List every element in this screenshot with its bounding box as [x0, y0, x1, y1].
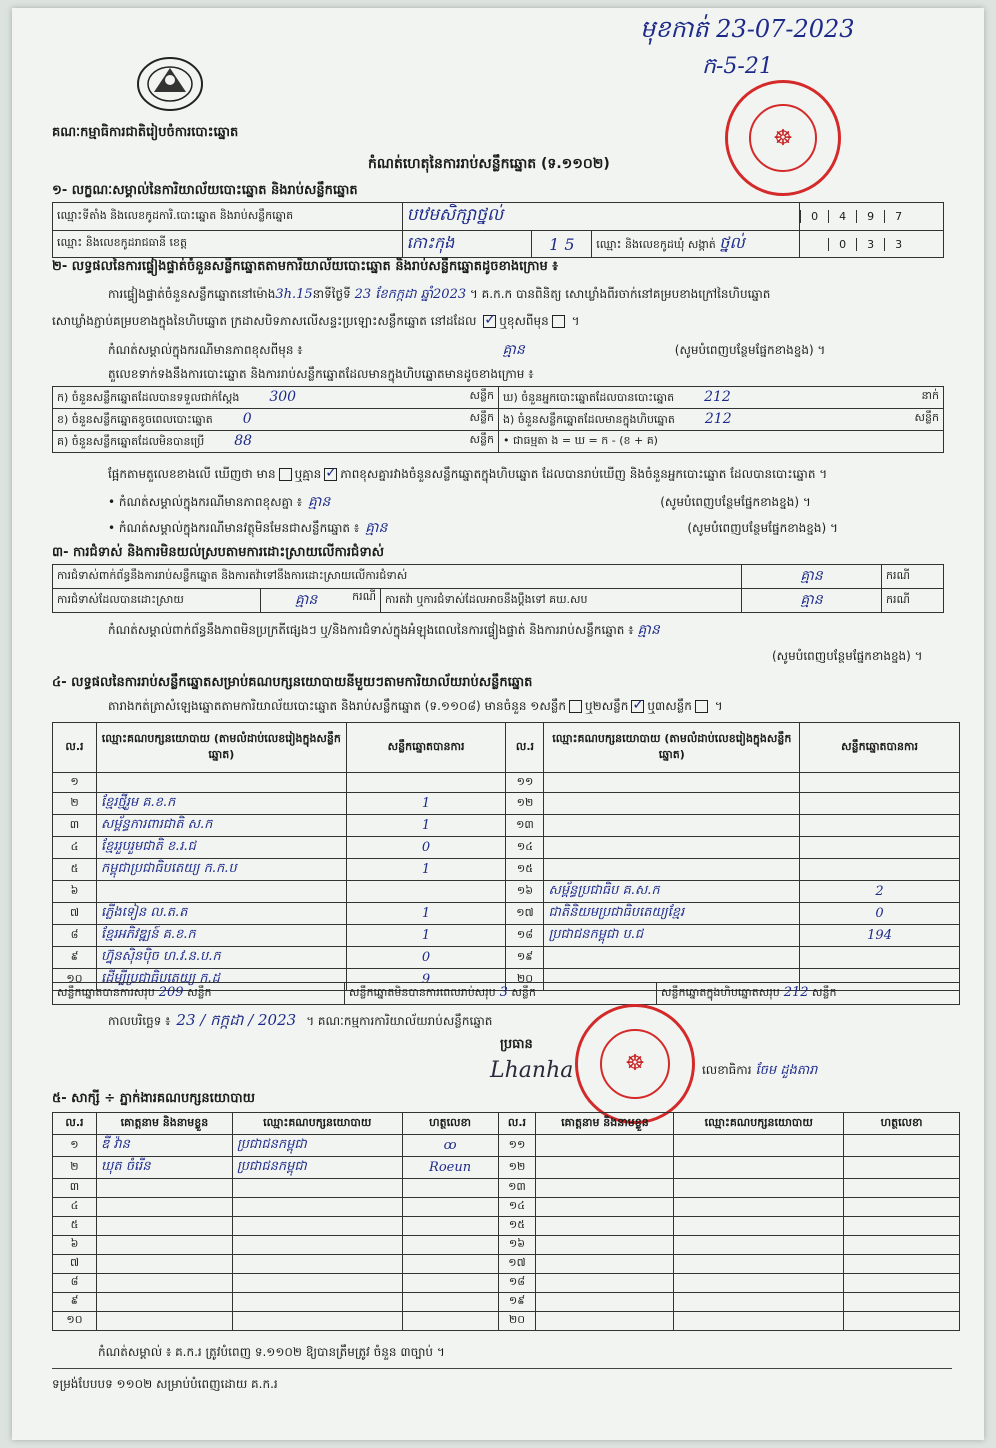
station-info-table	[52, 202, 944, 258]
commune-number: 0 3 3	[800, 231, 944, 258]
cell-party2: ប្រជាជនកម្ពុជា ប.ជ	[544, 925, 800, 947]
cell-no2: ១៦	[506, 881, 544, 903]
cell-votes2: 2	[800, 881, 960, 903]
cell-party: ភ្លើងទៀន ល.ត.ត	[96, 903, 346, 925]
cell-sign: Roeun	[402, 1157, 498, 1179]
section-5-heading: ៥- សាក្សី ÷ ភ្នាក់ងារគណបក្សនយោបាយ	[52, 1091, 255, 1106]
intro-checkbox-2[interactable]	[631, 700, 644, 713]
cell-party	[96, 773, 346, 793]
cell-no2: ១៥	[498, 1217, 536, 1236]
form-title: កំណត់ហេតុនៃការរាប់សន្លឹកឆ្នោត (ទ.១១០២)	[368, 156, 610, 172]
section-1-heading: ១- លក្ខណៈសម្គាល់នៃការិយាល័យបោះឆ្នោត និងរាប់សន្លឹកឆ្នោត	[52, 183, 358, 198]
cell-party: ខ្មែររួបរួមជាតិ ខ.រ.ជ	[96, 837, 346, 859]
cell-empty	[674, 1274, 844, 1293]
cell-no: ៧	[53, 903, 97, 925]
table-row	[53, 1157, 960, 1179]
s2-line-2: សោឃ្លាំងភ្ជាប់គម្របខាងក្នុងនៃហិបឆ្នោត ក្រដាសបិទភាសលើសន្ទះប្រឡោះសន្លឹកឆ្នោត នៅដដែល ✓ ឬខុសពីមុន ។	[52, 313, 579, 329]
s2-note-line: កំណត់សម្គាល់ក្នុងករណីមានភាពខុសពីមុន ៖ គ្មាន (សូមបំពេញបន្ថែមផ្នែកខាងខ្នង) ។	[108, 342, 826, 358]
cell-party2	[544, 947, 800, 969]
cell-votes	[346, 881, 506, 903]
table-row	[53, 903, 960, 925]
table-row	[53, 859, 960, 881]
section-2-heading: ២- លទ្ធផលនៃការផ្ទៀងផ្ទាត់ចំនួនសន្លឹកឆ្នោតតាមការិយាល័យបោះឆ្នោត និងរាប់សន្លឹកឆ្នោតដូចខាងក្រោម ៖	[52, 259, 558, 274]
cell-empty	[844, 1255, 960, 1274]
polling-station-stamp-icon: ☸	[575, 1004, 695, 1124]
s2-comparison: ផ្អែកតាមតួលេខខាងលើ ឃើញថា មាន ឬគ្មាន✓ ភាពខុសគ្នារវាងចំនួនសន្លឹកឆ្នោតក្នុងហិបឆ្នោត ដែលបានរាប់ឃើញ និងចំនួនអ្នកបោះឆ្នោត ដែលបានបោះឆ្នោត ។	[108, 466, 827, 482]
cell-no2: ១១	[506, 773, 544, 793]
cell-party	[232, 1255, 402, 1274]
cell-no: ៣	[53, 1179, 97, 1198]
cell-votes2: 194	[800, 925, 960, 947]
cell-no: ៧	[53, 1255, 97, 1274]
cell-party: ខ្មែរអភិវឌ្ឍន៍ គ.ខ.ក	[96, 925, 346, 947]
cell-party2: សម្ព័ន្ធប្រជាធិប គ.ស.ក	[544, 881, 800, 903]
difference-checkbox[interactable]	[324, 468, 337, 481]
cell-name	[96, 1217, 232, 1236]
official-stamp-icon: ☸	[725, 80, 841, 196]
cell-party2: ជាតិនិយមប្រជាធិបតេយ្យខ្មែរ	[544, 903, 800, 925]
cell-no: ៨	[53, 1274, 97, 1293]
cell-empty	[844, 1312, 960, 1331]
cell-party: ប្រជាជនកម្ពុជា	[232, 1157, 402, 1179]
cell-votes2	[800, 773, 960, 793]
footer-divider	[52, 1368, 952, 1369]
cell-party: ដើម្បីប្រជាធិបតេយ្យ ក.ដ	[96, 969, 346, 991]
table-row	[53, 773, 960, 793]
cell-votes2	[800, 815, 960, 837]
cell-empty	[674, 1198, 844, 1217]
cell-party	[232, 1198, 402, 1217]
cell-votes: 1	[346, 859, 506, 881]
cell-no: ៤	[53, 837, 97, 859]
cell-party: ខ្មែរថ្មីរួម គ.ខ.ក	[96, 793, 346, 815]
handwritten-date: មុខកាត់ 23-07-2023	[640, 15, 855, 43]
cell-no2: ១១	[498, 1135, 536, 1157]
totals-table: សន្លឹកឆ្នោតបានការសរុប 209 សន្លឹក សន្លឹកឆ្នោតមិនបានការពេលរាប់សរុប 3 សន្លឹក សន្លឹកឆ្នោតក្នុងហិបឆ្នោតសរុប 212 សន្លឹក	[52, 982, 960, 1005]
cell-empty	[844, 1274, 960, 1293]
s2-object-note: • កំណត់សម្គាល់ក្នុងករណីមានវត្ថុមិនមែនជាសន្លឹកឆ្នោត ៖ គ្មាន (សូមបំពេញបន្ថែមផ្នែកខាងខ្នង) ។	[108, 520, 838, 536]
party-results-table: ល.រ ឈ្មោះគណបក្សនយោបាយ (តាមលំដាប់លេខរៀងក្នុងសន្លឹកឆ្នោត) សន្លឹកឆ្នោតបានការ ល.រ ឈ្មោះគណបក្សនយោបាយ (តាមលំដាប់លេខរៀងក្នុងសន្លឹកឆ្នោត) សន្លឹកឆ្នោតបានការ ១ ១១ ២ ខ្មែរថ្មីរួម គ.ខ.ក 1 ១២ ៣ សម្ព័ន្ធការពារជាតិ ស.ក 1 ១៣ ៤ ខ្មែររួបរួមជាតិ ខ.រ.ជ 0 ១៤ ៥ កម្ពុជាប្រជាធិបតេយ្យ ក.ក.ប 1 ១៥ ៦ ១៦ សម្ព័ន្ធប្រជាធិប គ.ស.ក 2 ៧ ភ្លើងទៀន ល.ត.ត 1 ១៧ ជាតិនិយមប្រជាធិបតេយ្យខ្មែរ 0 ៨ ខ្មែរអភិវឌ្ឍន៍ គ.ខ.ក 1 ១៨ ប្រជាជនកម្ពុជា ប.ជ 194 ៩ ហ្វ៊ុនស៊ិនប៉ិច ហ.វ.ន.ប.ក 0 ១៩ ១០ ដើម្បីប្រជាធិបតេយ្យ ក.ដ 9 ២០	[52, 722, 960, 991]
cell-no2: ២០	[506, 969, 544, 991]
cell-no2: ១៤	[498, 1198, 536, 1217]
handwritten-code: ក-5-21	[702, 54, 773, 79]
cell-no: ២	[53, 1157, 97, 1179]
cell-no: ៤	[53, 1198, 97, 1217]
station-number: 0 4 9 7	[800, 203, 944, 231]
cell-no2: ១៩	[498, 1293, 536, 1312]
table-row	[53, 1274, 960, 1293]
commune-value: ថ្នល់	[719, 233, 745, 252]
cell-votes: 1	[346, 903, 506, 925]
s2-counts-intro: តួលេខទាក់ទងនឹងការបោះឆ្នោត និងការរាប់សន្លឹកឆ្នោតដែលមានក្នុងហិបឆ្នោតមានដូចខាងក្រោម ៖	[108, 367, 534, 381]
cell-empty	[844, 1179, 960, 1198]
table-row	[53, 1217, 960, 1236]
cell-sign	[402, 1179, 498, 1198]
cell-party: សម្ព័ន្ធការពារជាតិ ស.ក	[96, 815, 346, 837]
cell-sign	[402, 1255, 498, 1274]
province-label: ឈ្មោះ និងលេខកូដរាជធានី ខេត្ត	[53, 231, 403, 258]
cell-sign	[402, 1236, 498, 1255]
section-4-heading: ៤- លទ្ធផលនៃការរាប់សន្លឹកឆ្នោតសម្រាប់គណបក្សនយោបាយនីមួយៗតាមការិយាល័យរាប់សន្លឹកឆ្នោត	[52, 675, 533, 690]
intro-checkbox-1[interactable]	[569, 700, 582, 713]
cell-no: ៩	[53, 1293, 97, 1312]
table-row	[53, 925, 960, 947]
table-row	[53, 881, 960, 903]
s2-line-1: ការផ្ទៀងផ្ទាត់ចំនួនសន្លឹកឆ្នោតនៅម៉ោង3h.15នាទីថ្ងៃទី 23 ខែកក្កដា ឆ្នាំ2023 ។ គ.ក.ក បានពិនិត្យ សោឃ្លាំងពីរចាក់នៅគម្របខាងក្រៅនៃហិបឆ្នោត	[108, 287, 771, 302]
correct-checkbox[interactable]	[483, 315, 496, 328]
cell-name	[96, 1255, 232, 1274]
cell-no2: ១៣	[498, 1179, 536, 1198]
complaints-table: ការជំទាស់ពាក់ព័ន្ធនឹងការរាប់សន្លឹកឆ្នោត និងការតវ៉ាទៅនឹងការដោះស្រាយលើការជំទាស់ គ្មាន ករណី ការជំទាស់ដែលបានដោះស្រាយ គ្មាន ករណី ការតវ៉ា ឬការជំទាស់ដែលអាចនឹងប្តឹងទៅ គឃ.សប គ្មាន ករណី	[52, 564, 944, 613]
cell-party2	[544, 773, 800, 793]
cell-sign	[402, 1198, 498, 1217]
cell-no2: ១៧	[506, 903, 544, 925]
cell-no2: ១៨	[498, 1274, 536, 1293]
cell-no2: ១៥	[506, 859, 544, 881]
cell-empty	[674, 1255, 844, 1274]
cell-votes: 9	[346, 969, 506, 991]
cell-name: ឌី វ៉ាន	[96, 1135, 232, 1157]
ballot-counts-table: ក) ចំនួនសន្លឹកឆ្នោតដែលបានទទួលជាក់ស្តែង 300 សន្លឹក ឃ) ចំនួនអ្នកបោះឆ្នោតដែលបានបោះឆ្នោត 212 នាក់ ខ) ចំនួនសន្លឹកឆ្នោតខូចពេលបោះឆ្នោត 0 សន្លឹក ង) ចំនួនសន្លឹកឆ្នោតដែលមានក្នុងហិបឆ្នោត 212 សន្លឹក គ) ចំនួនសន្លឹកឆ្នោតដែលមិនបានប្រើ 88 សន្លឹក • ជាធម្មតា ង = ឃ = ក - (ខ + គ)	[52, 386, 944, 453]
cell-no2: ១៩	[506, 947, 544, 969]
s4-date-line: កាលបរិច្ឆេទ ៖ 23 / កក្កដា / 2023 ។ គណៈកម្មការការិយាល័យរាប់សន្លឹកឆ្នោត	[108, 1011, 493, 1029]
cell-no: ៦	[53, 1236, 97, 1255]
serial-line: លេខាធិការ ចែម ដួងតារា	[702, 1063, 818, 1078]
equal-checkbox[interactable]	[279, 468, 292, 481]
cell-empty	[844, 1236, 960, 1255]
table-row	[53, 1293, 960, 1312]
cell-votes: 1	[346, 793, 506, 815]
cell-empty	[536, 1217, 674, 1236]
table-row	[53, 1179, 960, 1198]
cell-no: ១	[53, 773, 97, 793]
commune-label: ឈ្មោះ និងលេខកូដឃុំ សង្កាត់	[596, 238, 716, 251]
cell-no: ២	[53, 793, 97, 815]
cell-empty	[536, 1179, 674, 1198]
cell-no: ៣	[53, 815, 97, 837]
cell-no2: ១២	[506, 793, 544, 815]
table-row	[53, 1135, 960, 1157]
cell-empty	[536, 1255, 674, 1274]
cell-no: ១០	[53, 969, 97, 991]
table-row	[53, 1236, 960, 1255]
cell-empty	[536, 1157, 674, 1179]
cell-no: ៥	[53, 859, 97, 881]
table-row	[53, 815, 960, 837]
cell-sign: ꝏ	[402, 1135, 498, 1157]
s2-diff-note: • កំណត់សម្គាល់ក្នុងករណីមានភាពខុសគ្នា ៖ គ្មាន (សូមបំពេញបន្ថែមផ្នែកខាងខ្នង) ។	[108, 494, 811, 510]
cell-votes2: 0	[800, 903, 960, 925]
cell-empty	[674, 1135, 844, 1157]
cell-no: ១០	[53, 1312, 97, 1331]
table-row	[53, 793, 960, 815]
cell-empty	[844, 1217, 960, 1236]
table-row	[53, 1255, 960, 1274]
cell-votes2	[800, 837, 960, 859]
cell-name: ឃុត ចំរើន	[96, 1157, 232, 1179]
cell-no: ៨	[53, 925, 97, 947]
cell-sign	[402, 1293, 498, 1312]
cell-party2	[544, 859, 800, 881]
section-3-heading: ៣- ការជំទាស់ និងការមិនយល់ស្របតាមការដោះស្រាយលើការជំទាស់	[52, 545, 384, 560]
cell-empty	[536, 1293, 674, 1312]
cell-votes2	[800, 859, 960, 881]
chair-signature: Lhanha	[490, 1058, 574, 1083]
cell-empty	[844, 1135, 960, 1157]
nec-emblem-icon	[134, 54, 206, 114]
intro-checkbox-3[interactable]	[695, 700, 708, 713]
cell-party	[96, 881, 346, 903]
cell-empty	[674, 1157, 844, 1179]
cell-empty	[674, 1179, 844, 1198]
cell-party: ប្រជាជនកម្ពុជា	[232, 1135, 402, 1157]
cell-empty	[536, 1312, 674, 1331]
s3-note: កំណត់សម្គាល់ពាក់ព័ន្ធនឹងភាពមិនប្រក្រតីផ្សេងៗ ឬ/និងការជំទាស់ក្នុងអំឡុងពេលនៃការផ្ទៀងផ្ទាត់ និងការរាប់សន្លឹកឆ្នោត ៖ គ្មាន	[108, 622, 660, 638]
cell-party2	[544, 815, 800, 837]
cell-empty	[674, 1312, 844, 1331]
cell-name	[96, 1236, 232, 1255]
footer-note: កំណត់សម្គាល់ ៖ គ.ក.រ ត្រូវបំពេញ ទ.១១០២ ឱ្យបានត្រឹមត្រូវ ចំនួន ៣ច្បាប់ ។	[98, 1345, 445, 1359]
cell-votes: 1	[346, 815, 506, 837]
province-code: 1 5	[549, 234, 575, 254]
cell-empty	[844, 1293, 960, 1312]
cell-party	[232, 1293, 402, 1312]
station-label: ឈ្មោះទីតាំង និងលេខកូដការិ.បោះឆ្នោត និងរាប់សន្លឹកឆ្នោត	[53, 203, 403, 231]
cell-empty	[536, 1236, 674, 1255]
cell-name	[96, 1198, 232, 1217]
cell-party	[232, 1217, 402, 1236]
cell-empty	[536, 1135, 674, 1157]
cell-no: ៦	[53, 881, 97, 903]
cell-no2: ១៣	[506, 815, 544, 837]
table-row	[53, 947, 960, 969]
cell-empty	[674, 1217, 844, 1236]
cell-votes: 0	[346, 837, 506, 859]
station-value: បឋមសិក្សាថ្នល់	[406, 205, 504, 225]
formula: • ជាធម្មតា ង = ឃ = ក - (ខ + គ)	[499, 431, 944, 453]
province-value: កោះកុង	[406, 233, 455, 252]
cell-party	[232, 1312, 402, 1331]
cell-empty	[674, 1236, 844, 1255]
form-sheet	[12, 8, 984, 1440]
cell-name	[96, 1274, 232, 1293]
cell-empty	[536, 1274, 674, 1293]
s3-hint: (សូមបំពេញបន្ថែមផ្នែកខាងខ្នង) ។	[772, 649, 923, 663]
cell-votes2	[800, 947, 960, 969]
cell-no: ៩	[53, 947, 97, 969]
cell-party	[232, 1236, 402, 1255]
footer-form-ref: ទម្រង់បែបបទ ១១០២ សម្រាប់បំពេញដោយ គ.ក.រ	[52, 1377, 278, 1391]
cell-name	[96, 1179, 232, 1198]
cell-no2: ១៤	[506, 837, 544, 859]
cell-votes: 1	[346, 925, 506, 947]
cell-party: ហ្វ៊ុនស៊ិនប៉ិច ហ.វ.ន.ប.ក	[96, 947, 346, 969]
cell-name	[96, 1312, 232, 1331]
cell-votes	[346, 773, 506, 793]
cell-party	[232, 1274, 402, 1293]
committee-name: គណៈកម្មាធិការជាតិរៀបចំការបោះឆ្នោត	[52, 125, 239, 140]
cell-no2: ១៨	[506, 925, 544, 947]
cell-empty	[674, 1293, 844, 1312]
cell-no2: ២០	[498, 1312, 536, 1331]
cell-sign	[402, 1274, 498, 1293]
cell-empty	[844, 1198, 960, 1217]
cell-no2: ១២	[498, 1157, 536, 1179]
cell-empty	[844, 1157, 960, 1179]
cell-votes2	[800, 793, 960, 815]
cell-party	[232, 1179, 402, 1198]
incorrect-checkbox[interactable]	[552, 315, 565, 328]
cell-party2	[544, 793, 800, 815]
cell-no: ១	[53, 1135, 97, 1157]
table-row	[53, 837, 960, 859]
cell-no2: ១៦	[498, 1236, 536, 1255]
cell-party2	[544, 837, 800, 859]
agents-table: ល.រ គោត្តនាម និងនាមខ្លួន ឈ្មោះគណបក្សនយោបាយ ហត្ថលេខា ល.រ គោត្តនាម និងនាមខ្លួន ឈ្មោះគណបក្សនយោបាយ ហត្ថលេខា ១ ឌី វ៉ាន ប្រជាជនកម្ពុជា ꝏ ១១ ២ ឃុត ចំរើន ប្រជាជនកម្ពុជា Roeun ១២ ៣ ១៣ ៤ ១៤ ៥ ១៥ ៦ ១៦ ៧ ១៧ ៨ ១៨ ៩ ១៩ ១០ ២០	[52, 1112, 960, 1331]
table-row	[53, 1198, 960, 1217]
cell-votes: 0	[346, 947, 506, 969]
cell-name	[96, 1293, 232, 1312]
cell-empty	[536, 1198, 674, 1217]
cell-sign	[402, 1217, 498, 1236]
chair-label: ប្រធាន	[500, 1037, 533, 1052]
cell-no: ៥	[53, 1217, 97, 1236]
s4-intro: តារាងកត់ត្រាសំឡេងឆ្នោតតាមការិយាល័យបោះឆ្នោត និងរាប់សន្លឹកឆ្នោត (ទ.១១០៨) មានចំនួន ១សន្លឹក ឬ២សន្លឹក✓ ឬ៣សន្លឹក ។	[108, 698, 723, 714]
table-row	[53, 1312, 960, 1331]
cell-sign	[402, 1312, 498, 1331]
cell-party: កម្ពុជាប្រជាធិបតេយ្យ ក.ក.ប	[96, 859, 346, 881]
cell-no2: ១៧	[498, 1255, 536, 1274]
